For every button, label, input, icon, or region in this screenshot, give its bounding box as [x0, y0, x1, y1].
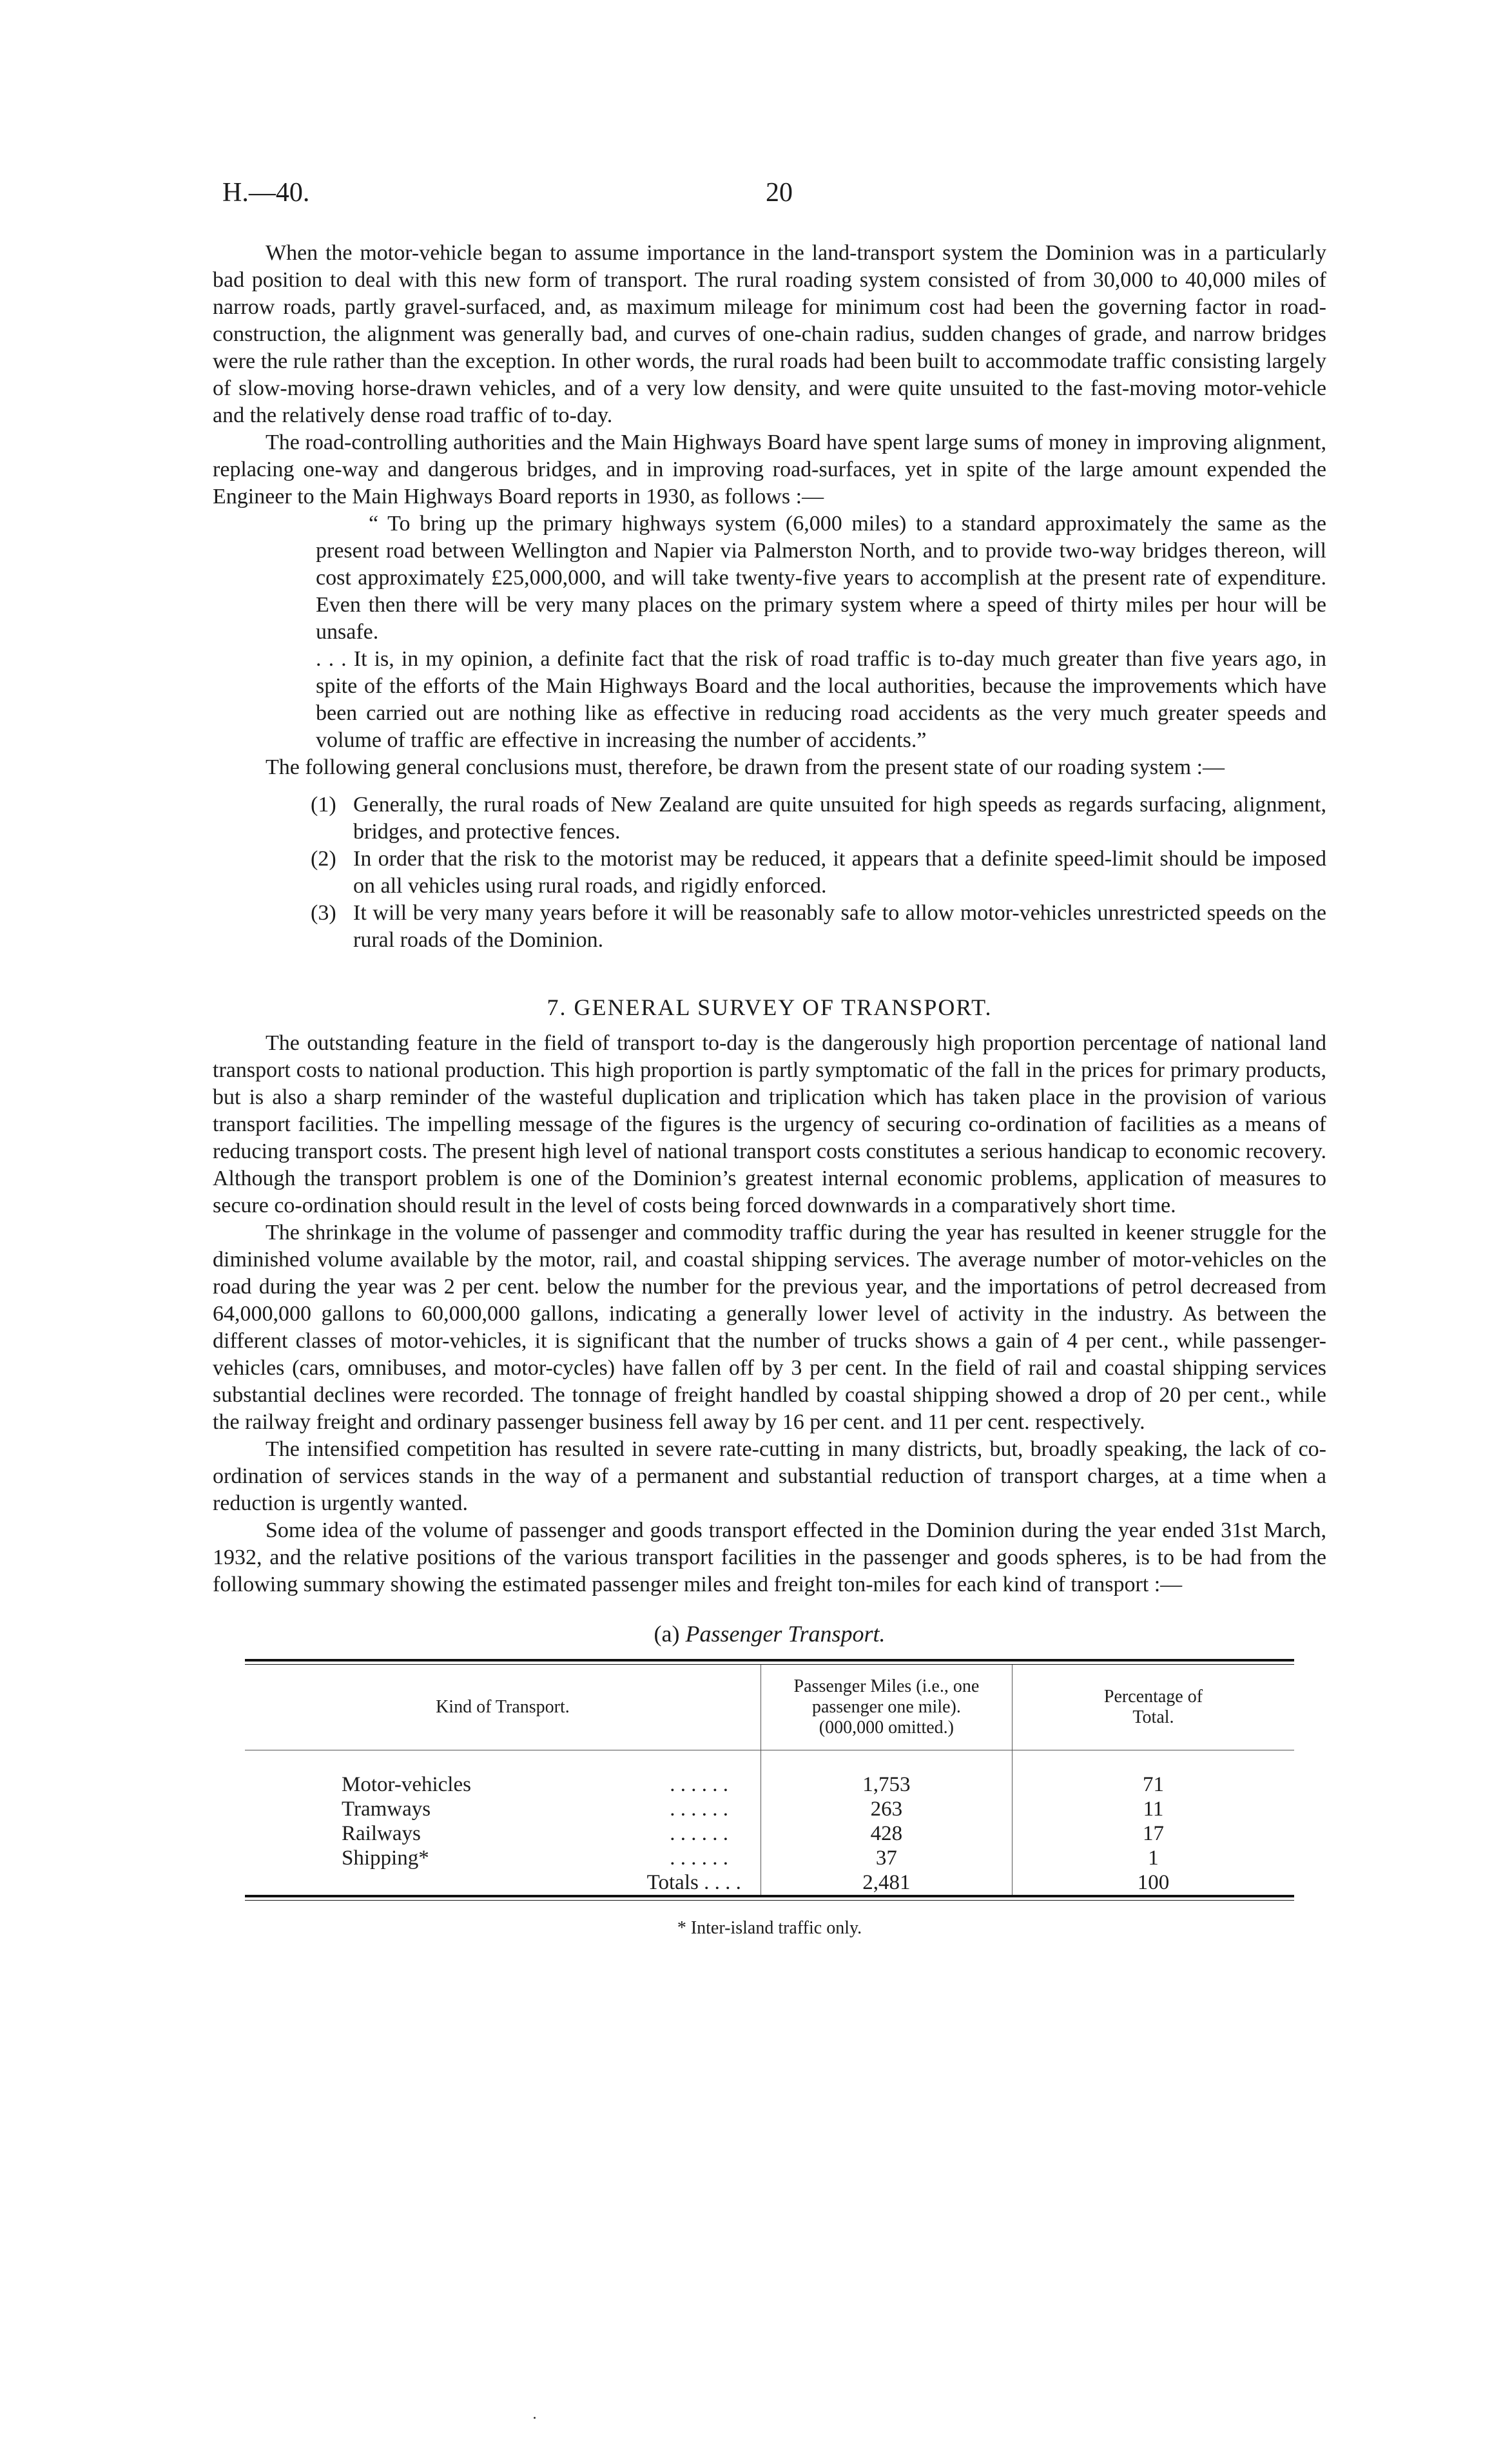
cell-percentage: 71: [1012, 1772, 1294, 1797]
totals-miles: 2,481: [761, 1870, 1012, 1895]
table: [245, 1665, 1294, 1895]
stray-ink-mark: [534, 2417, 536, 2419]
cell-miles: 263: [761, 1797, 1012, 1821]
list-item-text: Generally, the rural roads of New Zealand are quite unsuited for high speeds as regards surfacing, alignment, bridges, and protective fences.: [353, 793, 1326, 844]
table-footnote: * Inter-island traffic only.: [677, 1918, 862, 1938]
list-item-number: (1): [311, 793, 336, 817]
list-item-number: (3): [311, 901, 336, 925]
header-miles-line-1: Passenger Miles (i.e., one: [793, 1676, 980, 1696]
page-header: [222, 177, 1336, 222]
header-miles-line-3: (000,000 omitted.): [819, 1718, 954, 1738]
header-miles-line-2: passenger one mile).: [811, 1697, 961, 1717]
list-item: [213, 846, 1326, 900]
table-caption-title: Passenger Transport.: [685, 1621, 886, 1647]
passenger-transport-table: [213, 1659, 1326, 1942]
list-item: [213, 791, 1326, 846]
cell-kind: Railways . . . . . .: [342, 1822, 728, 1845]
paragraph-road-authorities: The road-controlling authorities and the Main Highways Board have spent large sums of money in improving alignment, replacing one-way and dangerous bridges, and in improving road-surfaces, yet in spite of the large amount expended the Engineer to the Main Highways Board reports in 1930, as follows :—: [213, 431, 1326, 509]
cell-kind: Motor-vehicles . . . . . .: [342, 1773, 728, 1796]
header-kind: Kind of Transport.: [245, 1665, 761, 1750]
table-row: [245, 1846, 1294, 1870]
cell-kind: Tramways . . . . . .: [342, 1798, 728, 1821]
paragraph-roading-history: When the motor-vehicle began to assume importance in the land-transport system the Dominion was in a particularly bad position to deal with this new form of transport. The rural roading system consisted of from 30,000 to 40,000 miles of narrow roads, partly gravel-surfaced, and, as maximum mileage for minimum cost had been the governing factor in road-construction, the alignment was generally bad, and curves of one-chain radius, sudden changes of grade, and narrow bridges were the rule rather than the exception. In other words, the rural roads had been built to accommodate traffic consisting largely of slow-moving horse-drawn vehicles, and of a very low density, and were quite unsuited to the fast-moving motor-vehicle and the relatively dense road traffic of to-day.: [213, 241, 1326, 427]
spacer-row: [245, 1750, 1294, 1773]
table-row: [245, 1772, 1294, 1797]
list-item-number: (2): [311, 847, 336, 871]
totals-row: [245, 1870, 1294, 1895]
table-caption-prefix: (a): [654, 1621, 680, 1647]
table-top-rule: [245, 1659, 1294, 1665]
conclusions-list: [213, 791, 1326, 954]
list-item-text: It will be very many years before it will be reasonably safe to allow motor-vehicles unrestricted speeds on the rural roads of the Dominion.: [353, 901, 1326, 952]
page-number: 20: [766, 178, 793, 208]
document-reference: H.—40.: [222, 178, 310, 208]
list-item-text: In order that the risk to the motorist may be reduced, it appears that a definite speed-limit should be imposed on all vehicles using rural roads, and rigidly enforced.: [353, 847, 1326, 898]
cell-miles: 1,753: [761, 1772, 1012, 1797]
paragraph-conclusions-intro: The following general conclusions must, therefore, be drawn from the present state of our roading system :—: [266, 755, 1225, 779]
cell-kind: Shipping* . . . . . .: [342, 1846, 728, 1870]
table-bottom-rule: [245, 1895, 1294, 1901]
header-pct-line-1: Percentage of: [1103, 1687, 1203, 1707]
cell-miles: 37: [761, 1846, 1012, 1870]
quote-engineer-part-1: “ To bring up the primary highways system (6,000 miles) to a standard approximately the same as the present road between Wellington and Napier via Palmerston North, and to provide two-way bridges thereon, will cost approximately £25,000,000, and will take twenty-five years to accomplish at the present rate of expenditure. Even then there will be very many places on the primary system where a speed of thirty miles per hour will be unsafe.: [316, 512, 1326, 644]
table-header-row: [245, 1665, 1294, 1750]
header-pct-line-2: Total.: [1132, 1707, 1174, 1727]
section-heading: 7. GENERAL SURVEY OF TRANSPORT.: [547, 994, 993, 1020]
table-caption: [213, 1620, 1326, 1647]
paragraph-competition: The intensified competition has resulted in severe rate-cutting in many districts, but, broadly speaking, the lack of co-ordination of services stands in the way of a permanent and substantial reduction of transport charges, at a time when a reduction is urgently wanted.: [213, 1437, 1326, 1515]
paragraph-outstanding-feature: The outstanding feature in the field of transport to-day is the dangerously high proportion percentage of national land transport costs to national production. This high proportion is partly symptomatic of the fall in the prices for primary products, but is also a sharp reminder of the wasteful duplication and triplication which has taken place in the provision of various transport facilities. The impelling message of the figures is the urgency of securing co-ordination of facilities as a means of reducing transport costs. The present high level of national transport costs constitutes a serious handicap to economic recovery. Although the transport problem is one of the Dominion’s greatest internal economic problems, application of measures to secure co-ordination should result in the level of costs being forced downwards in a comparatively short time.: [213, 1031, 1326, 1217]
quote-engineer-part-2: . . . It is, in my opinion, a definite fact that the risk of road traffic is to-day much greater than five years ago, in spite of the efforts of the Main Highways Board and the local authorities, because the improvements which have been carried out are nothing like as effective in reducing road accidents as the very much greater speeds and volume of traffic are effective in increasing the number of accidents.”: [316, 647, 1326, 752]
cell-percentage: 1: [1012, 1846, 1294, 1870]
totals-percentage: 100: [1012, 1870, 1294, 1895]
cell-miles: 428: [761, 1821, 1012, 1846]
header-percentage: [1012, 1665, 1294, 1750]
header-passenger-miles: [761, 1665, 1012, 1750]
paragraph-volume-summary: Some idea of the volume of passenger and goods transport effected in the Dominion during the year ended 31st March, 1932, and the relative positions of the various transport facilities in the passenger and goods spheres, is to be had from the following summary showing the estimated passenger miles and freight ton-miles for each kind of transport :—: [213, 1518, 1326, 1596]
list-item: [213, 900, 1326, 954]
table-row: [245, 1821, 1294, 1846]
totals-label: Totals . . . .: [646, 1871, 741, 1894]
page-body: [213, 240, 1326, 1942]
cell-percentage: 11: [1012, 1797, 1294, 1821]
cell-percentage: 17: [1012, 1821, 1294, 1846]
paragraph-shrinkage: The shrinkage in the volume of passenger and commodity traffic during the year has resulted in keener struggle for the diminished volume available by the motor, rail, and coastal shipping services. The average number of motor-vehicles on the road during the year was 2 per cent. below the number for the previous year, and the importations of petrol decreased from 64,000,000 gallons to 60,000,000 gallons, indicating a generally lower level of activity in the industry. As between the different classes of motor-vehicles, it is significant that the number of trucks shows a gain of 4 per cent., while passenger-vehicles (cars, omnibuses, and motor-cycles) have fallen off by 3 per cent. In the field of rail and coastal shipping services substantial declines were recorded. The tonnage of freight handled by coastal shipping showed a drop of 20 per cent., while the railway freight and ordinary passenger business fell away by 16 per cent. and 11 per cent. respectively.: [213, 1221, 1326, 1434]
table-row: [245, 1797, 1294, 1821]
